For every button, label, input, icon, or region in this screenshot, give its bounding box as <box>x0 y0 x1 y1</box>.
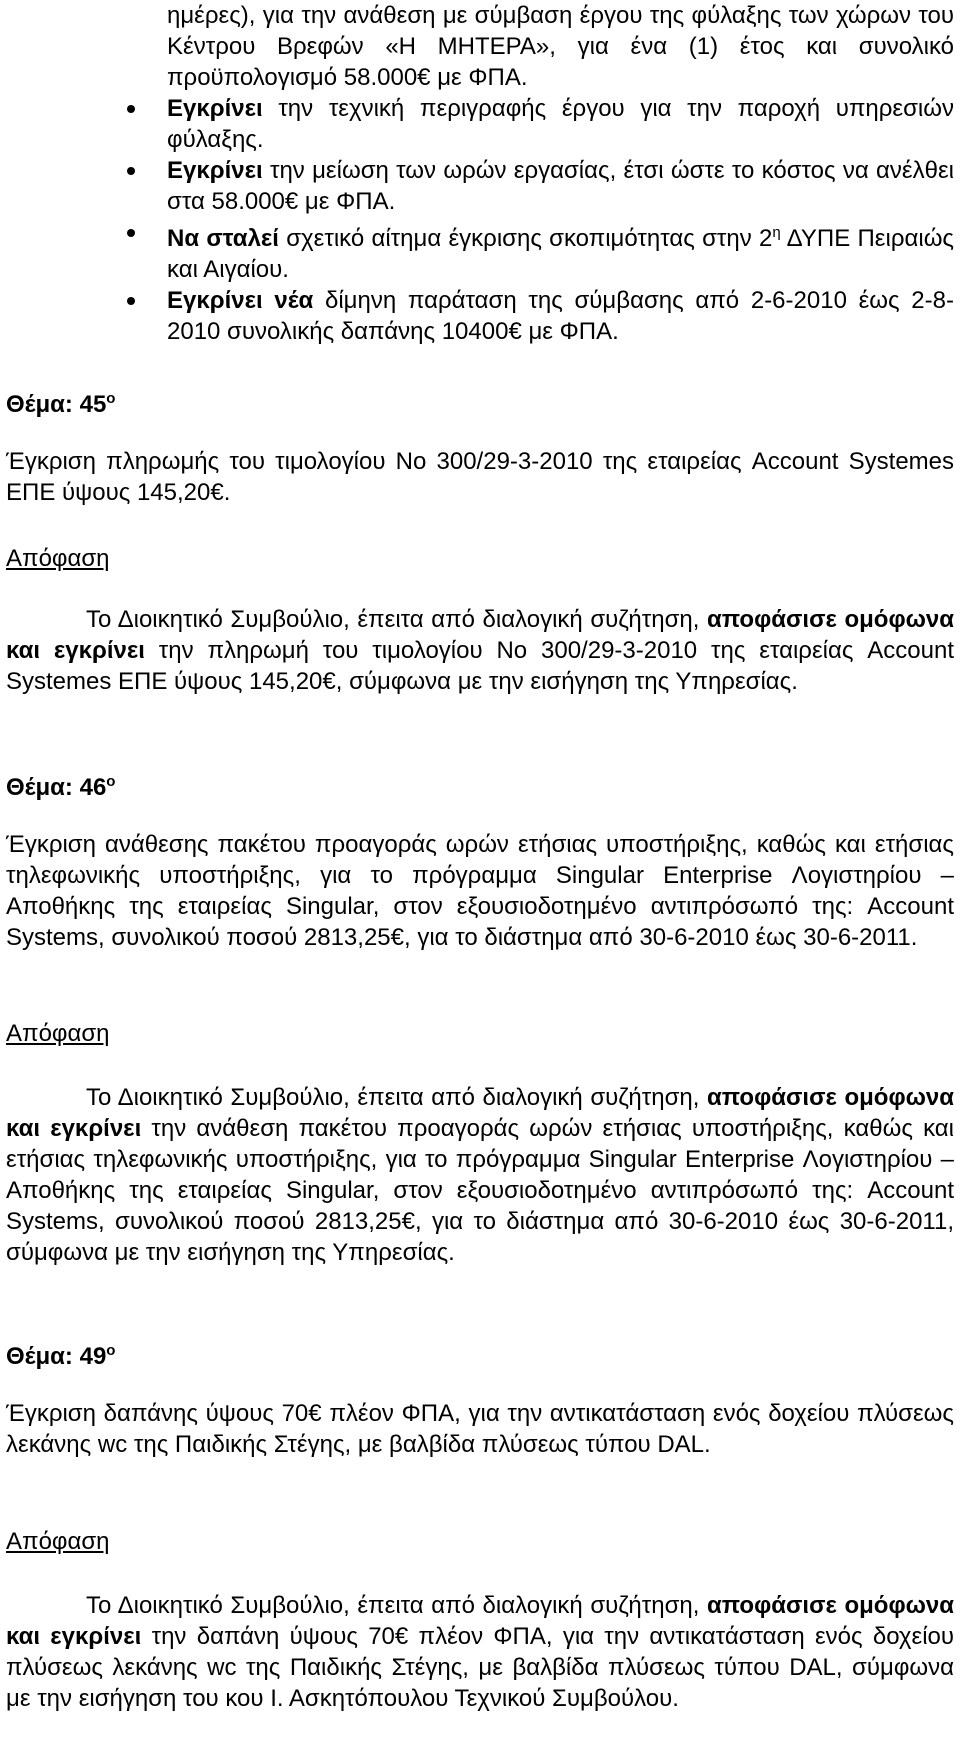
topic-45-title: Θέμα: $45^o$ <box>6 390 116 418</box>
bullet-item: Να σταλεί σχετικό αίτημα έγκρισης σκοπιμότητας στην $2^\eta$ ΔΥΠΕ Πειραιώς και Αιγαίου. <box>6 217 954 285</box>
bullet-item: Εγκρίνει νέα δίμηνη παράταση της σύμβασης από 2-6-2010 έως 2-8-2010 συνολικής δαπάνης 10400€ με ΦΠΑ. <box>6 285 954 347</box>
bullet-icon <box>127 105 135 113</box>
bullet-icon <box>127 229 135 237</box>
topic-49-subject: Έγκριση δαπάνης ύψους 70€ πλέον ΦΠΑ, για την αντικατάσταση ενός δοχείου πλύσεως λεκάνης wc της Παιδικής Στέγης, με βαλβίδα πλύσεως τύπου DAL. <box>6 1400 954 1458</box>
topic-46-subject: Έγκριση ανάθεσης πακέτου προαγοράς ωρών ετήσιας υποστήριξης, καθώς και ετήσιας τηλεφωνικής υποστήριξης, για το πρόγραμμα Singular Enterprise Λογιστηρίου – Αποθήκης της εταιρείας Singular, στον εξουσιοδοτημένο αντιπρόσωπό της: Account Systems, συνολικού ποσού 2813,25€, για το διάστημα από 30-6-2010 έως 30-6-2011. <box>6 831 954 951</box>
topic-49-title: Θέμα: $49^o$ <box>6 1342 116 1370</box>
intro-continuation: ημέρες), για την ανάθεση με σύμβαση έργου της φύλαξης των χώρων του Κέντρου Βρεφών «Η ΜΗΤΕΡΑ», για ένα (1) έτος και συνολικό προϋπολογισμό 58.000€ με ΦΠΑ. <box>167 2 954 91</box>
topic-45-subject: Έγκριση πληρωμής του τιμολογίου Νο 300/29-3-2010 της εταιρείας Account Systemes ΕΠΕ ύψους 145,20€. <box>6 448 954 506</box>
topic-49-decision: Το Διοικητικό Συμβούλιο, έπειτα από διαλογική συζήτηση, αποφάσισε ομόφωνα και εγκρίνει την δαπάνη ύψους 70€ πλέον ΦΠΑ, για την αντικατάσταση ενός δοχείου πλύσεως λεκάνης wc της Παιδικής Στέγης, με βαλβίδα πλύσεως τύπου DAL, σύμφωνα με την εισήγηση του κου Ι. Ασκητόπουλου Τεχνικού Συμβούλου. <box>6 1592 955 1712</box>
topic-45-decision-label: Απόφαση <box>6 545 110 572</box>
bullet-item: Εγκρίνει την μείωση των ωρών εργασίας, έτσι ώστε το κόστος να ανέλθει στα 58.000€ με ΦΠΑ. <box>6 155 954 217</box>
topic-46-title: Θέμα: $46^o$ <box>6 773 116 801</box>
topic-45-decision: Το Διοικητικό Συμβούλιο, έπειτα από διαλογική συζήτηση, αποφάσισε ομόφωνα και εγκρίνει την πληρωμή του τιμολογίου Νο 300/29-3-2010 της εταιρείας Account Systemes ΕΠΕ ύψους 145,20€, σύμφωνα με την εισήγηση της Υπηρεσίας. <box>6 606 955 695</box>
topic-46-decision-label: Απόφαση <box>6 1020 110 1047</box>
topic-49-decision-label: Απόφαση <box>6 1528 110 1555</box>
bullet-icon <box>127 167 135 175</box>
bullet-item: Εγκρίνει την τεχνική περιγραφής έργου για την παροχή υπηρεσιών φύλαξης. <box>6 93 954 155</box>
topic-46-decision: Το Διοικητικό Συμβούλιο, έπειτα από διαλογική συζήτηση, αποφάσισε ομόφωνα και εγκρίνει την ανάθεση πακέτου προαγοράς ωρών ετήσιας υποστήριξης, καθώς και ετήσιας τηλεφωνικής υποστήριξης, για το πρόγραμμα Singular Enterprise Λογιστηρίου – Αποθήκης της εταιρείας Singular, στον εξουσιοδοτημένο αντιπρόσωπό της: Account Systems, συνολικού ποσού 2813,25€, για το διάστημα από 30-6-2010 έως 30-6-2011, σύμφωνα με την εισήγηση της Υπηρεσίας. <box>6 1084 954 1266</box>
bullet-icon <box>127 297 135 305</box>
intro-section <box>6 0 954 347</box>
